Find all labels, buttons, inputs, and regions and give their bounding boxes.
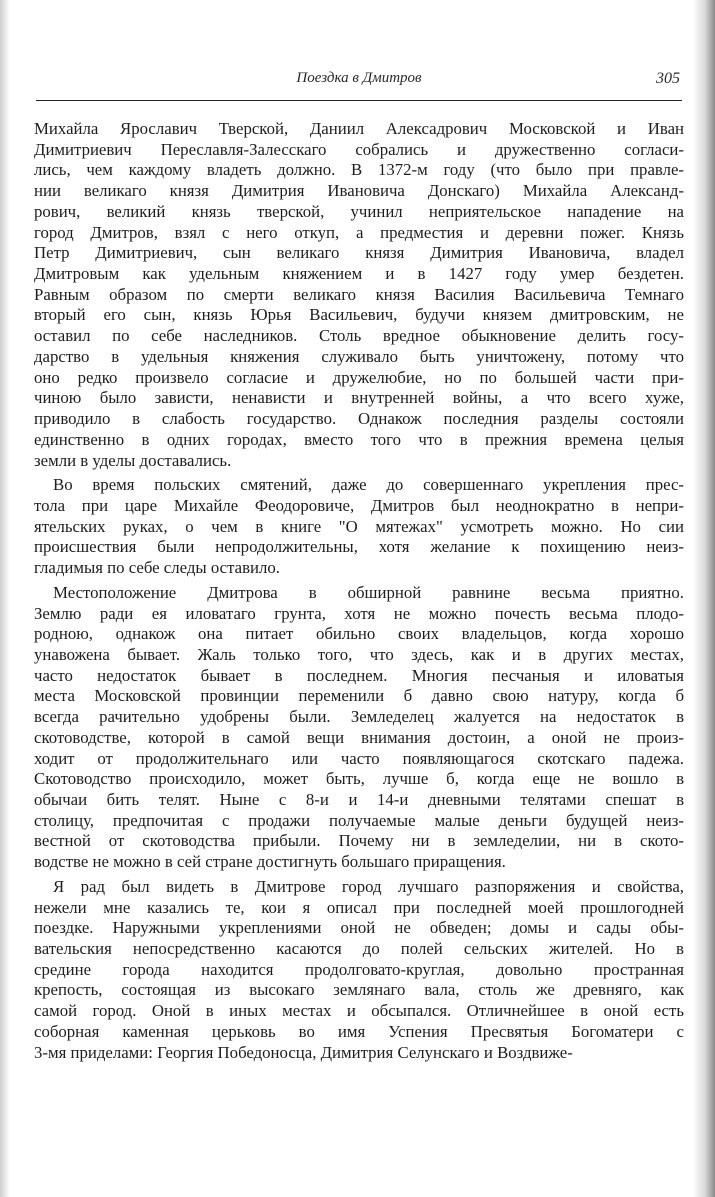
text-line: лись, чем каждому владеть должно. В 1372-м году (что было при правле- [34,160,684,180]
text-line: ятельских руках, о чем в книге "О мятежах" усмотреть можно. Но сии [34,516,684,536]
text-line: средине города находится продолговато-круглая, довольно пространная [34,959,684,979]
text-line: Я рад был видеть в Дмитрове город лучшаго разпоряжения и свойства, [53,876,684,896]
text-line: соборная каменная церьковь во имя Успения Пресвятыя Богоматери с [34,1021,684,1041]
text-line: поездке. Наружными укреплениями оной не обведен; домы и сады обы- [34,918,684,938]
text-line: Во время польских смятений, даже до совершеннаго укрепления прес- [53,475,684,495]
text-line: приводило в слабость государство. Однакож последния разделы состояли [34,409,684,429]
body-text [34,119,684,1063]
text-line: унавожена бывает. Жаль только того, что здесь, как и в других местах, [34,644,684,664]
text-line: крепость, состоящая из высокаго землянаго вала, столь же древняго, как [34,980,684,1000]
text-line: столицу, предпочитая с продажи получаемые малые деньги будущей неиз- [34,810,684,830]
paragraph [34,877,684,1063]
text-line: Скотоводство происходило, может быть, лучше б, когда еще не вошло в [34,769,684,789]
text-line: вторый его сын, князь Юрья Васильевич, будучи князем дмитровским, не [34,305,684,325]
text-line: город Дмитров, взял с него откуп, а предместия и деревни пожег. Князь [34,222,684,242]
text-line: рович, великий князь тверской, учинил неприятельское нападение на [34,201,684,221]
paragraph [34,475,684,579]
text-line: Петр Димитриевич, сын великаго князя Димитрия Ивановича, владел [34,243,684,263]
header-rule [36,100,682,101]
text-line: оставил по себе наследников. Столь вредное обыкновение делить госу- [34,326,684,346]
page-edge-shadow-left [0,0,10,1197]
text-line: Михайла Ярославич Тверской, Даниил Алексадрович Московской и Иван [34,119,684,138]
text-line: 3-мя приделами: Георгия Победоносца, Димитрия Селунскаго и Воздвиже- [34,1042,573,1062]
text-line: Местоположение Дмитрова в обширной равнине весьма приятно. [53,582,684,602]
text-line: чиною было зависти, ненависти и внутренней войны, а что всего хуже, [34,388,684,408]
text-line: гладимыя по себе следы оставило. [34,558,280,578]
page-header [36,70,682,94]
text-line: родною, однакож она питает обильно своих владельцов, когда хорошо [34,624,684,644]
text-line: часто недостаток бывает в последнем. Многия песчаныя и иловатыя [34,665,684,685]
paragraph [34,583,684,873]
text-line: скотоводстве, которой в самой вещи внимания достоин, а оной не произ- [34,727,684,747]
page-number: 305 [656,70,680,87]
text-line: тола при царе Михайле Феодоровиче, Дмитров был неоднократно в непри- [34,495,684,515]
text-line: единственно в одних городах, вместо того что в прежния времена целыя [34,429,684,449]
text-line: нежели мне казались те, кои я описал при последней моей прошлогодней [34,897,684,917]
text-line: обычаи бить телят. Ныне с 8-и и 14-и дневными телятами спешат в [34,790,684,809]
text-line: происшествия были непродолжительны, хотя желание к похищению неиз- [34,537,684,557]
paragraph [34,119,684,471]
text-line: Димитриевич Переславля-Залесскаго собрались и дружественно согласи- [34,139,684,159]
text-line: водстве не можно в сей стране достигнуть большаго приращения. [34,852,506,872]
text-line: нии великаго князя Димитрия Ивановича Донскаго) Михайла Александ- [34,181,684,201]
text-line: места Московской провинции переменили б давно свою натуру, когда б [34,686,684,706]
text-line: вательския непосредственно касаются до полей сельских жителей. Но в [34,939,684,959]
text-line: всегда рачительно удобрены были. Земледелец жалуется на недостаток в [34,707,684,727]
text-line: вестной от скотоводства прибыли. Почему ни в земледелии, ни в ското- [34,831,684,851]
text-line: оно редко произвело согласие и дружелюбие, но по большей части при- [34,367,684,387]
text-line: дарство в удельныя княжения служивало быть уничтожену, потому что [34,346,684,366]
text-line: земли в уделы доставались. [34,450,232,470]
text-line: ходит от продолжительнаго или часто появляющагося скотскаго падежа. [34,748,684,768]
text-line: самой город. Оной в иных местах и обсыпался. Отличнейшее в оной есть [34,1001,684,1021]
text-line: Дмитровым как удельным княжением и в 1427 году умер бездетен. [34,264,684,284]
text-line: Землю ради ея иловатаго грунта, хотя не можно почесть весьма плодо- [34,603,684,623]
page-edge-shadow-right [693,0,715,1197]
text-line: Равным образом по смерти великаго князя Василия Васильевича Темнаго [34,284,684,304]
running-head: Поездка в Дмитров [296,70,422,86]
